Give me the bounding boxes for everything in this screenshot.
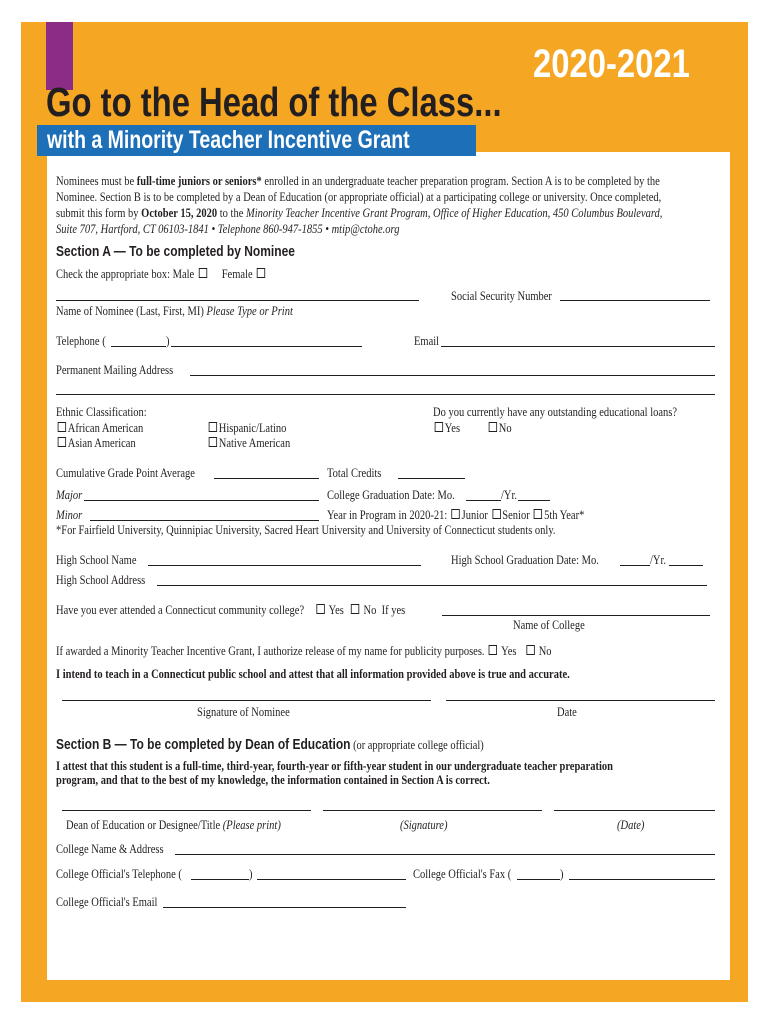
intro-line-4: Suite 707, Hartford, CT 06103-1841 • Telephone 860-947-1855 • mtip@ctohe.org (56, 222, 400, 236)
year-heading: 2020-2021 (533, 42, 690, 86)
section-a-heading: Section A — To be completed by Nominee (56, 243, 295, 260)
loans-yes-checkbox (435, 422, 443, 432)
cc-name-label: Name of College (513, 618, 585, 632)
subtitle-banner (37, 125, 476, 156)
page-title: Go to the Head of the Class... (46, 79, 502, 125)
hs-name-label: High School Name (56, 553, 137, 567)
cc-question: Have you ever attended a Connecticut community college? Yes No If yes (56, 603, 406, 617)
cc-name-field[interactable] (442, 615, 710, 616)
nominee-signature-field[interactable] (62, 700, 431, 701)
hs-grad-label: High School Graduation Date: Mo. (451, 553, 599, 567)
ssn-field[interactable] (560, 300, 710, 301)
publicity-no-checkbox[interactable] (526, 645, 534, 655)
loans-no-checkbox (489, 422, 497, 432)
senior-checkbox[interactable] (492, 509, 500, 519)
african-option[interactable]: African American (56, 421, 143, 436)
telephone-label: Telephone ( (56, 334, 106, 348)
telephone-close: ) (166, 334, 170, 348)
dean-name-field[interactable] (62, 810, 311, 811)
email-label: Email (414, 334, 440, 348)
date-label: Date (557, 705, 577, 719)
native-checkbox (209, 437, 217, 447)
official-phone-label: College Official's Telephone ( (56, 867, 182, 881)
asian-checkbox (58, 437, 66, 447)
email-field[interactable] (441, 346, 715, 347)
minor-label: Minor (56, 508, 83, 522)
dean-label: Dean of Education or Designee/Title (Please print) (66, 818, 281, 832)
footnote: *For Fairfield University, Quinnipiac University, Sacred Heart University and University of Connecticut students only. (56, 523, 556, 537)
loans-question: Do you currently have any outstanding educational loans? (433, 405, 678, 419)
ethnic-label: Ethnic Classification: (56, 405, 147, 419)
loans-no-option[interactable]: No (487, 421, 512, 436)
college-name-field[interactable] (175, 854, 715, 855)
hispanic-checkbox (209, 422, 217, 432)
college-name-label: College Name & Address (56, 842, 164, 856)
official-fax-field[interactable] (569, 879, 715, 880)
intro-line-1: Nominees must be full-time juniors or seniors* enrolled in an undergraduate teacher preparation program. Section A is to be completed by the (56, 174, 660, 188)
african-checkbox (58, 422, 66, 432)
official-phone-close: ) (249, 867, 253, 881)
telephone-area-field[interactable] (111, 346, 166, 347)
gender-row: Check the appropriate box: Male Female (56, 267, 267, 282)
hs-grad-year-field[interactable] (669, 565, 703, 566)
fifth-year-checkbox[interactable] (534, 509, 542, 519)
telephone-field[interactable] (171, 346, 362, 347)
loans-yes-option[interactable]: Yes (433, 421, 460, 436)
signature-label: Signature of Nominee (197, 705, 290, 719)
nominee-date-field[interactable] (446, 700, 715, 701)
native-option[interactable]: Native American (207, 436, 290, 451)
female-checkbox[interactable] (257, 268, 265, 278)
hs-grad-yr-label: /Yr. (650, 553, 667, 567)
hs-address-label: High School Address (56, 573, 146, 587)
asian-option[interactable]: Asian American (56, 436, 136, 451)
dean-date-label: (Date) (617, 818, 645, 832)
hs-grad-month-field[interactable] (620, 565, 650, 566)
nominee-name-label: Name of Nominee (Last, First, MI) Please Type or Print (56, 304, 293, 318)
intro-line-2: Nominee. Section B is to be completed by a Dean of Education (or appropriate official) at a participating college or university. Once completed, (56, 190, 662, 204)
dean-date-field[interactable] (554, 810, 715, 811)
official-fax-close: ) (560, 867, 564, 881)
intend-statement: I intend to teach in a Connecticut public school and attest that all information provided above is true and accurate. (56, 667, 570, 681)
mailing-address-field-2[interactable] (56, 394, 715, 395)
hs-address-field[interactable] (157, 585, 707, 586)
publicity-row: If awarded a Minority Teacher Incentive Grant, I authorize release of my name for publicity purposes. Yes No (56, 644, 552, 658)
junior-checkbox[interactable] (452, 509, 460, 519)
publicity-yes-checkbox[interactable] (489, 645, 497, 655)
dean-signature-label: (Signature) (400, 818, 448, 832)
official-email-field[interactable] (163, 907, 406, 908)
male-checkbox[interactable] (199, 268, 207, 278)
subtitle: with a Minority Teacher Incentive Grant (47, 126, 410, 154)
official-phone-area-field[interactable] (191, 879, 249, 880)
major-field[interactable] (84, 500, 319, 501)
ssn-label: Social Security Number (451, 289, 552, 303)
hispanic-option[interactable]: Hispanic/Latino (207, 421, 286, 436)
official-fax-label: College Official's Fax ( (413, 867, 512, 881)
gpa-label: Cumulative Grade Point Average (56, 466, 195, 480)
nominee-name-field[interactable] (56, 300, 419, 301)
cc-yes-checkbox[interactable] (316, 604, 324, 614)
grad-yr-label: /Yr. (501, 488, 518, 502)
official-phone-field[interactable] (257, 879, 406, 880)
grad-date-label: College Graduation Date: Mo. (327, 488, 455, 502)
mailing-address-field[interactable] (190, 375, 715, 376)
hs-name-field[interactable] (148, 565, 421, 566)
grad-month-field[interactable] (466, 500, 501, 501)
dean-signature-field[interactable] (323, 810, 542, 811)
mailing-address-label: Permanent Mailing Address (56, 363, 174, 377)
official-email-label: College Official's Email (56, 895, 158, 909)
attest-line-2: program, and that to the best of my knowledge, the information contained in Section A is correct. (56, 773, 490, 787)
year-in-program: Year in Program in 2020-21: Junior Senior 5th Year* (327, 508, 585, 522)
attest-line-1: I attest that this student is a full-time, third-year, fourth-year or fifth-year student in our undergraduate teacher preparation (56, 759, 613, 773)
official-fax-area-field[interactable] (517, 879, 560, 880)
gpa-field[interactable] (214, 478, 319, 479)
credits-field[interactable] (398, 478, 465, 479)
major-label: Major (56, 488, 83, 502)
credits-label: Total Credits (327, 466, 382, 480)
intro-line-3: submit this form by October 15, 2020 to the Minority Teacher Incentive Grant Program, Office of Higher Education, 450 Columbus Boulevard, (56, 206, 663, 220)
cc-no-checkbox[interactable] (351, 604, 359, 614)
minor-field[interactable] (90, 520, 319, 521)
grad-year-field[interactable] (518, 500, 550, 501)
section-b-heading: Section B — To be completed by Dean of Education (or appropriate college official) (56, 736, 484, 753)
